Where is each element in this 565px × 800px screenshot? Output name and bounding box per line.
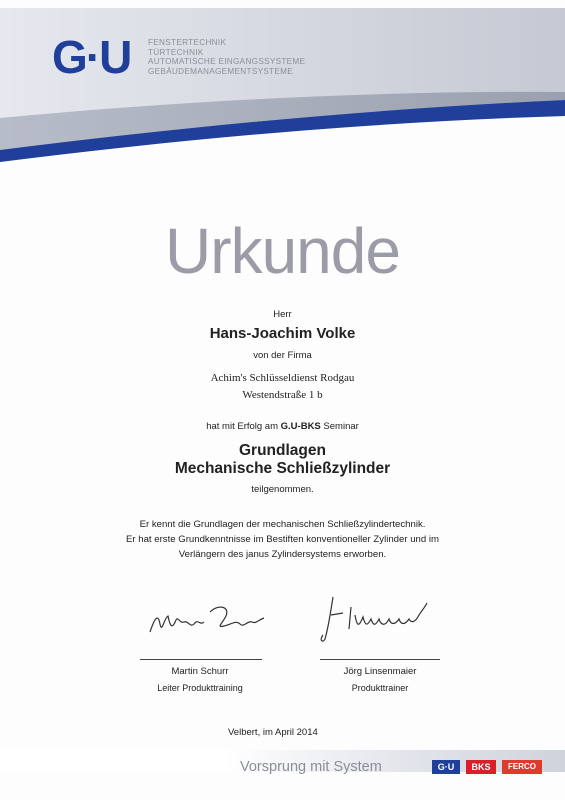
course-title-line2: Mechanische Schließzylinder [174,460,391,477]
course-title-line1: Grundlagen [239,442,326,459]
seminar-intro [0,421,565,432]
ferco-brand-logo: FERCO [502,760,542,774]
logo-text: G·U [52,31,131,83]
slogan: Vorsprung mit System [240,759,382,775]
recipient-name: Hans-Joachim Volke [209,325,356,342]
division-item: AUTOMATISCHE EINGANGSSYSTEME [148,57,306,67]
firm-address: Westendstraße 1 b [242,389,323,401]
divisions-list [148,38,305,76]
signature-schurr [140,590,280,650]
signature-linsenmaier [315,585,445,650]
signature-line [320,659,440,660]
signatory-role: Leiter Produkttraining [157,683,243,693]
body-line: Er hat erste Grundkenntnisse im Bestiften konventioneller Zylinder und im [125,534,439,545]
participated-text: teilgenommen. [251,484,314,495]
body-line: Verlängern des janus Zylindersystems erworben. [178,549,387,560]
body-line: Er kennt die Grundlagen der mechanischen Schließzylindertechnik. [139,519,426,530]
division-item: GEBÄUDEMANAGEMENTSYSTEME [148,66,294,76]
seminar-intro-pre: hat mit Erfolg am [206,421,279,432]
certificate-title: Urkunde [165,215,400,287]
seminar-intro-post: Seminar [323,421,359,432]
signatory-name: Jörg Linsenmaier [343,666,417,677]
division-item: TÜRTECHNIK [148,47,204,57]
division-item: FENSTERTECHNIK [148,38,227,47]
signatory-role: Produkttrainer [351,683,409,693]
salutation: Herr [273,309,292,320]
signature-line [140,659,262,660]
place-date: Velbert, im April 2014 [228,727,318,738]
firm-intro: von der Firma [253,350,312,361]
signatory-name: Martin Schurr [171,666,229,677]
header-band [0,0,565,170]
gu-brand-logo: G·U [432,760,460,774]
bks-brand-logo: BKS [466,760,496,774]
gu-logo [52,31,131,83]
firm-name: Achim's Schlüsseldienst Rodgau [210,372,355,384]
seminar-brand: G.U-BKS [280,421,321,432]
